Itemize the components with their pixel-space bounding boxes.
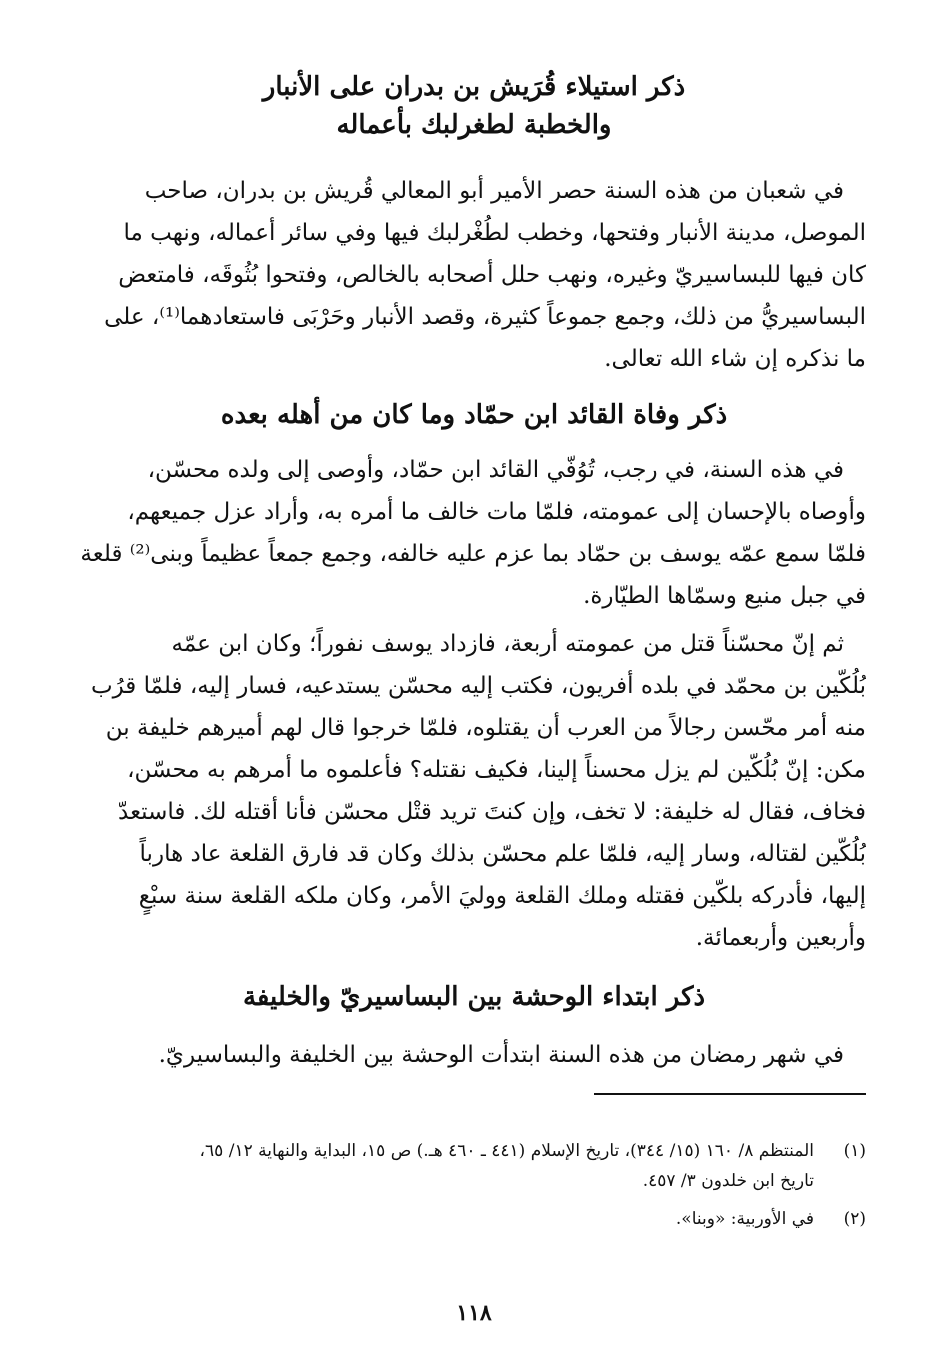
page-number: ١١٨ <box>456 1300 492 1326</box>
footnote <box>62 1136 866 1196</box>
heading-line: والخطبة لطغرلبك بأعماله <box>336 110 612 140</box>
text-line: مكن: إنّ بُلُكّين لم يزل محسناً إلينا، فكيف نقتله؟ فأعلموه ما أمرهم به محسّن، <box>127 757 866 783</box>
text-line: فخاف، فقال له خليفة: لا تخف، وإن كنتَ تريد قتْل محسّن فأنا أقتله لك. فاستعدّ <box>118 799 866 825</box>
text-line: إليها، فأدركه بلكّين فقتله وملك القلعة ووليَ الأمر، وكان ملكه القلعة سنة سبْعٍ <box>138 883 866 909</box>
text-line: في هذه السنة، في رجب، تُوُفّي القائد ابن حمّاد، وأوصى إلى ولده محسّن، <box>147 457 844 483</box>
text-line: ثم إنّ محسّناً قتل من عمومته أربعة، فازداد يوسف نفوراً؛ وكان ابن عمّه <box>171 631 844 657</box>
text-line: بُلُكّين بن محمّد في بلده أفريون، فكتب إليه محسّن يستدعيه، فسار إليه، فلمّا قرُب <box>90 673 866 699</box>
paragraph <box>62 170 866 380</box>
section-heading-ibn-hammad <box>60 396 888 434</box>
paragraph <box>62 1034 866 1076</box>
text-line: ما نذكره إن شاء الله تعالى. <box>604 346 866 372</box>
text-line: الموصل، مدينة الأنبار وفتحها، وخطب لطُغْرلبك فيها وفي سائر أعماله، ونهب ما <box>123 220 866 246</box>
footnote-text: تاريخ ابن خلدون ٣/ ٤٥٧. <box>642 1171 814 1191</box>
footnote <box>62 1204 866 1234</box>
text-line: فلمّا سمع عمّه يوسف بن حمّاد بما عزم عليه خالفه، وجمع جمعاً عظيماً وبنى⁽²⁾ قلعة <box>80 541 866 567</box>
section-heading-wahsha <box>60 978 888 1016</box>
footnote-number: (٢) <box>843 1209 866 1229</box>
text-line: البساسيريُّ من ذلك، وجمع جموعاً كثيرة، وقصد الأنبار وحَرْبَى فاستعادهما⁽¹⁾، على <box>104 304 866 330</box>
text-line: في جبل منيع وسمّاها الطيّارة. <box>583 583 866 609</box>
section-heading-qurays-anbar <box>60 68 888 144</box>
text-line: بُلُكّين لقتاله، وسار إليه، فلمّا علم محسّن بذلك وكان قد فارق القلعة عاد هارباً <box>139 841 866 867</box>
heading-line: ذكر وفاة القائد ابن حمّاد وما كان من أهله بعده <box>220 400 728 430</box>
text-line: في شعبان من هذه السنة حصر الأمير أبو المعالي قُريش بن بدران، صاحب <box>144 178 844 204</box>
footnote-text: المنتظم ٨/ ١٦٠ (١٥/ ٣٤٤)، تاريخ الإسلام (٤٤١ ـ ٤٦٠ هـ.) ص ١٥، البداية والنهاية ١٢/ ٦٥، <box>199 1141 814 1161</box>
footnote-divider <box>594 1093 866 1095</box>
text-line: وأربعين وأربعمائة. <box>695 925 866 951</box>
text-line: كان فيها للبساسيريّ وغيره، ونهب حلل أصحابه بالخالص، وفتحوا بُثُوقَه، فامتعض <box>118 262 866 288</box>
text-line: وأوصاه بالإحسان إلى عمومته، فلمّا مات خالف ما أمره به، وأراد عزل جميعهم، <box>127 499 866 525</box>
text-line: في شهر رمضان من هذه السنة ابتدأت الوحشة بين الخليفة والبساسيريّ. <box>158 1042 844 1068</box>
paragraph <box>62 623 866 959</box>
heading-line: ذكر ابتداء الوحشة بين البساسيريّ والخليفة <box>242 982 706 1012</box>
heading-line: ذكر استيلاء قُرَيش بن بدران على الأنبار <box>262 72 686 102</box>
text-line: منه أمر محّسن رجالاً من العرب أن يقتلوه، فلمّا خرجوا قال لهم أميرهم خليفة بن <box>105 715 866 741</box>
footnote-text: في الأوربية: «وبنا». <box>675 1209 814 1229</box>
paragraph <box>62 449 866 617</box>
footnote-number: (١) <box>843 1141 866 1161</box>
